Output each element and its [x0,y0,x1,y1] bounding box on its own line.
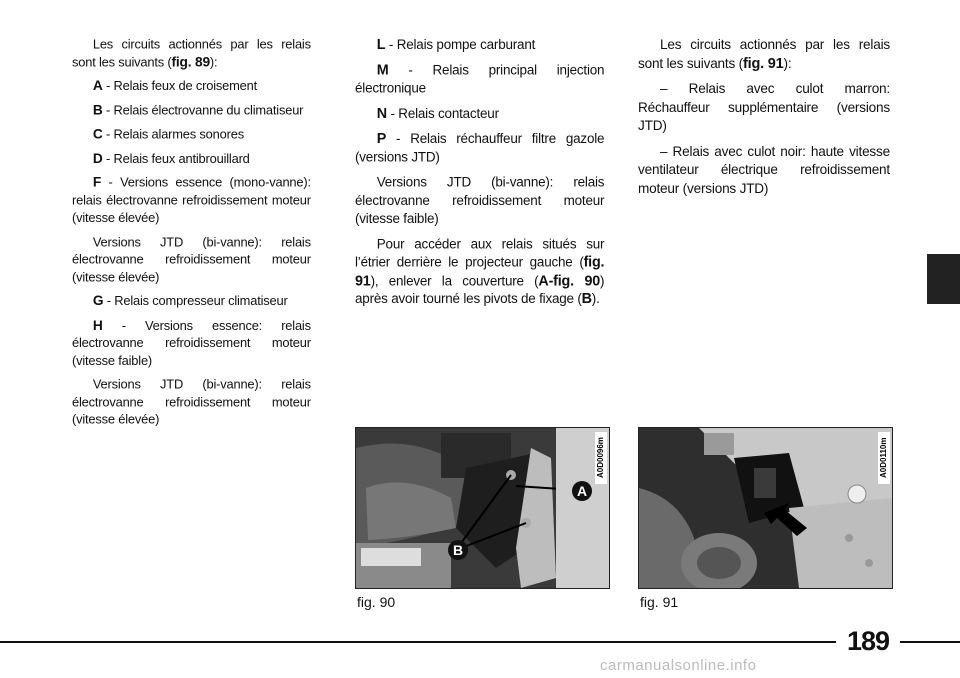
engine-bay-illustration [356,428,609,588]
chapter-tab [927,254,960,304]
relay-f-note: Versions JTD (bi-vanne): relais électrovanne refroidissement moteur (vitesse élevée) [72,234,311,284]
relay-item-g: G - Relais compresseur climatiseur [92,293,288,309]
figure-91-caption: fig. 91 [640,594,679,610]
text-column-2 [355,36,604,316]
relay-item-n: N - Relais contacteur [376,105,499,122]
callout-b: B [448,540,468,560]
figure-90-photo [355,427,610,589]
relay-black-base: – Relais avec culot noir: haute vitesse ventilateur électrique refroidissement moteur (versions JTD) [638,143,890,196]
text-column-1 [72,36,311,436]
relay-item-f: F - Versions essence (mono-vanne): relais électrovanne refroidissement moteur (vitesse élevée) [72,175,311,225]
relay-h-note: Versions JTD (bi-vanne): relais électrovanne refroidissement moteur (vitesse élevée) [72,377,311,427]
figure-code: A0D0110m [878,432,890,484]
intro-paragraph-fig91: Les circuits actionnés par les relais sont les suivants (fig. 91): [638,37,890,72]
relay-item-c: C - Relais alarmes sonores [92,126,244,143]
access-paragraph: Pour accéder aux relais situés sur l’étrier derrière le projecteur gauche (fig. 91), enlever la couverture (A-fig. 90) après avoir tourné les pivots de fixage (B). [355,236,605,308]
relay-item-p: P - Relais réchauffeur filtre gazole (versions JTD) [355,130,605,165]
figure-code: A0D0096m [595,432,607,484]
intro-paragraph: Les circuits actionnés par les relais sont les suivants (fig. 89): [72,36,311,70]
bottom-rule [0,641,960,643]
figure-91-photo [638,427,893,589]
relay-item-d: D - Relais feux antibrouillard [92,151,250,167]
page-number: 189 [836,626,900,656]
watermark-footer: carmanualsonline.info [600,657,757,674]
relay-item-b: B - Relais électrovanne du climatiseur [92,102,304,118]
figure-90-caption: fig. 90 [357,594,396,610]
relay-item-m: M - Relais principal injection électronique [355,62,605,96]
text-column-3 [638,36,890,205]
relay-p-note: Versions JTD (bi-vanne): relais électrovanne refroidissement moteur (vitesse faible) [355,174,605,226]
relay-item-h: H - Versions essence: relais électrovanne refroidissement moteur (vitesse faible) [72,317,311,368]
callout-a: A [572,481,592,501]
relay-brown-base: – Relais avec culot marron: Réchauffeur supplémentaire (versions JTD) [638,81,890,133]
relay-item-a: A - Relais feux de croisement [92,78,257,94]
relay-item-l: L - Relais pompe carburant [376,36,536,53]
relay-bracket-illustration [639,428,892,588]
